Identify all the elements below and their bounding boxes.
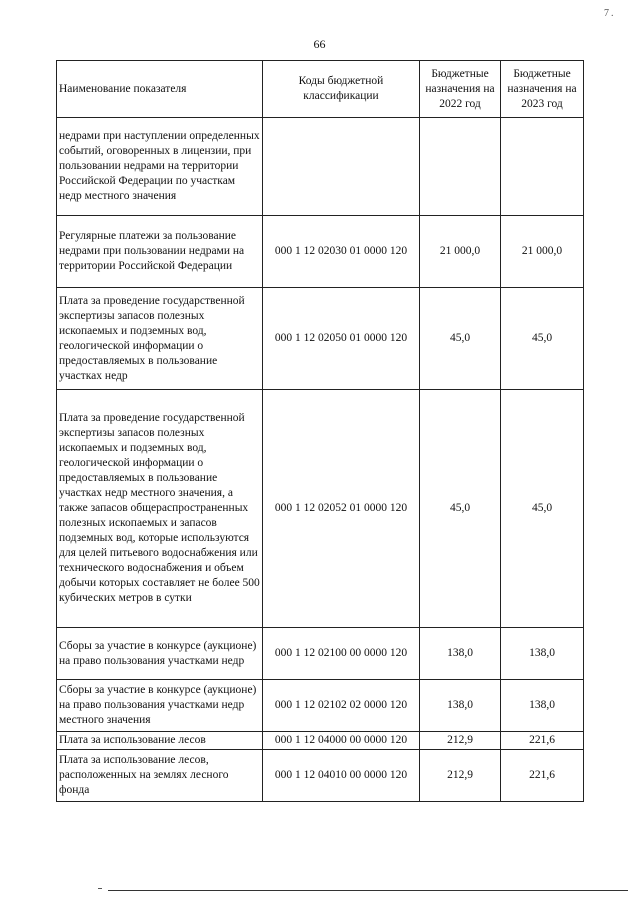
table-row <box>57 118 584 216</box>
row-2023: 45,0 <box>501 390 584 628</box>
header-2023: Бюджетные назначения на 2023 год <box>501 61 584 118</box>
row-name: Плата за проведение государственной экспертизы запасов полезных ископаемых и подземных вод, геологической информации о предоставляемых в пользование участках недр местного значения, а также запасов общераспространенных полезных ископаемых и запасов подземных вод, которые используются для целей питьевого водоснабжения или технического водоснабжения и объем добычи которых составляет не более 500 кубических метров в сутки <box>57 390 263 628</box>
row-code: 000 1 12 02102 02 0000 120 <box>263 680 420 732</box>
row-2022: 138,0 <box>420 628 501 680</box>
row-2022: 212,9 <box>420 732 501 750</box>
row-2022: 45,0 <box>420 390 501 628</box>
row-2023: 221,6 <box>501 732 584 750</box>
header-code: Коды бюджетной классификации <box>263 61 420 118</box>
row-2022: 212,9 <box>420 750 501 802</box>
header-2022: Бюджетные назначения на 2022 год <box>420 61 501 118</box>
row-code: 000 1 12 02100 00 0000 120 <box>263 628 420 680</box>
table-row <box>57 750 584 802</box>
row-name: Сборы за участие в конкурсе (аукционе) на право пользования участками недр <box>57 628 263 680</box>
row-code <box>263 118 420 216</box>
row-2023 <box>501 118 584 216</box>
row-code: 000 1 12 02050 01 0000 120 <box>263 288 420 390</box>
row-2023: 138,0 <box>501 628 584 680</box>
row-name: Плата за проведение государственной экспертизы запасов полезных ископаемых и подземных вод, геологической информации о предоставляемых в пользование участках недр <box>57 288 263 390</box>
corner-mark: 7. <box>604 8 616 19</box>
row-code: 000 1 12 04000 00 0000 120 <box>263 732 420 750</box>
row-code: 000 1 12 04010 00 0000 120 <box>263 750 420 802</box>
row-2023: 221,6 <box>501 750 584 802</box>
row-2022 <box>420 118 501 216</box>
row-2022: 21 000,0 <box>420 216 501 288</box>
scan-speck <box>98 888 102 889</box>
table-header-row <box>57 61 584 118</box>
row-2022: 45,0 <box>420 288 501 390</box>
page-number: 66 <box>313 37 326 51</box>
table-row <box>57 628 584 680</box>
table-row <box>57 288 584 390</box>
row-2023: 21 000,0 <box>501 216 584 288</box>
row-code: 000 1 12 02030 01 0000 120 <box>263 216 420 288</box>
header-name: Наименование показателя <box>57 61 263 118</box>
table-row <box>57 390 584 628</box>
row-name: Плата за использование лесов <box>57 732 263 750</box>
table-row <box>57 732 584 750</box>
table-row <box>57 216 584 288</box>
row-name: Сборы за участие в конкурсе (аукционе) на право пользования участками недр местного значения <box>57 680 263 732</box>
row-code: 000 1 12 02052 01 0000 120 <box>263 390 420 628</box>
budget-table <box>56 60 584 802</box>
row-2023: 138,0 <box>501 680 584 732</box>
row-name: Плата за использование лесов, расположенных на землях лесного фонда <box>57 750 263 802</box>
row-name: недрами при наступлении определенных событий, оговоренных в лицензии, при пользовании недрами на территории Российской Федерации по участкам недр местного значения <box>57 118 263 216</box>
row-name: Регулярные платежи за пользование недрами при пользовании недрами на территории Российской Федерации <box>57 216 263 288</box>
scan-edge-line <box>108 890 628 891</box>
row-2022: 138,0 <box>420 680 501 732</box>
row-2023: 45,0 <box>501 288 584 390</box>
table-row <box>57 680 584 732</box>
